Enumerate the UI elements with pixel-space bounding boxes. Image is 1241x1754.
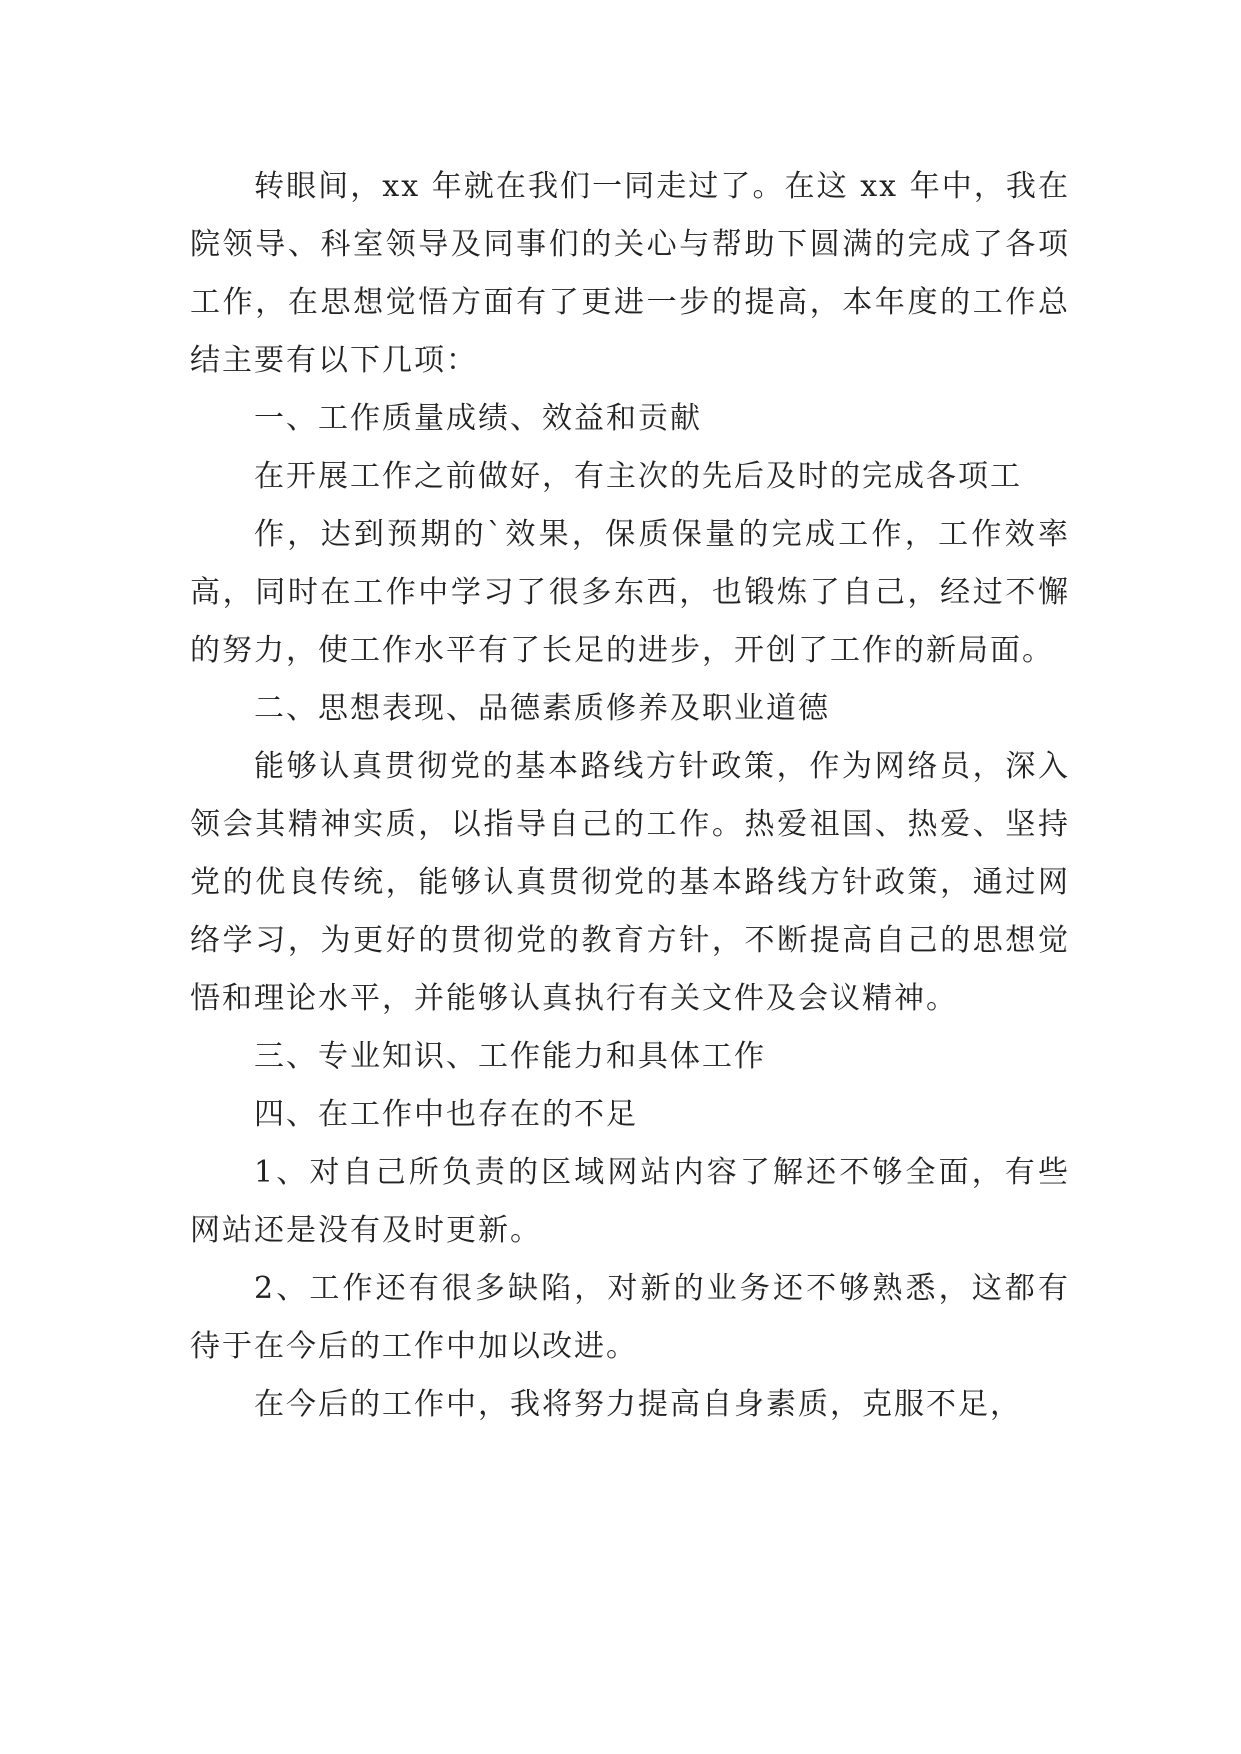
section-1-paragraph-1: 在开展工作之前做好，有主次的先后及时的完成各项工: [254, 459, 1022, 494]
section-heading-2: 二、思想表现、品德素质修养及职业道德: [254, 691, 830, 726]
list-item-2: 2、工作还有很多缺陷，对新的业务还不够熟悉，这都有待于在今后的工作中加以改进。: [190, 1271, 1070, 1364]
section-heading-1: 一、工作质量成绩、效益和贡献: [254, 401, 702, 436]
section-heading-4: 四、在工作中也存在的不足: [254, 1097, 638, 1132]
closing-paragraph: 在今后的工作中，我将努力提高自身素质，克服不足，: [254, 1387, 1022, 1422]
section-1-paragraph-2: 作，达到预期的`效果，保质保量的完成工作，工作效率高，同时在工作中学习了很多东西，也锻炼了自己，经过不懈的努力，使工作水平有了长足的进步，开创了工作的新局面。: [190, 517, 1070, 668]
section-2-paragraph: 能够认真贯彻党的基本路线方针政策，作为网络员，深入领会其精神实质，以指导自己的工作。热爱祖国、热爱、坚持党的优良传统，能够认真贯彻党的基本路线方针政策，通过网络学习，为更好的贯彻党的教育方针，不断提高自己的思想觉悟和理论水平，并能够认真执行有关文件及会议精神。: [190, 749, 1070, 1016]
list-item-1: 1、对自己所负责的区域网站内容了解还不够全面，有些网站还是没有及时更新。: [190, 1155, 1070, 1248]
intro-paragraph: 转眼间，xx 年就在我们一同走过了。在这 xx 年中，我在院领导、科室领导及同事们的关心与帮助下圆满的完成了各项工作，在思想觉悟方面有了更进一步的提高，本年度的工作总结主要有以下几项：: [190, 169, 1070, 378]
document-body: [190, 158, 1070, 1434]
section-heading-3: 三、专业知识、工作能力和具体工作: [254, 1039, 766, 1074]
